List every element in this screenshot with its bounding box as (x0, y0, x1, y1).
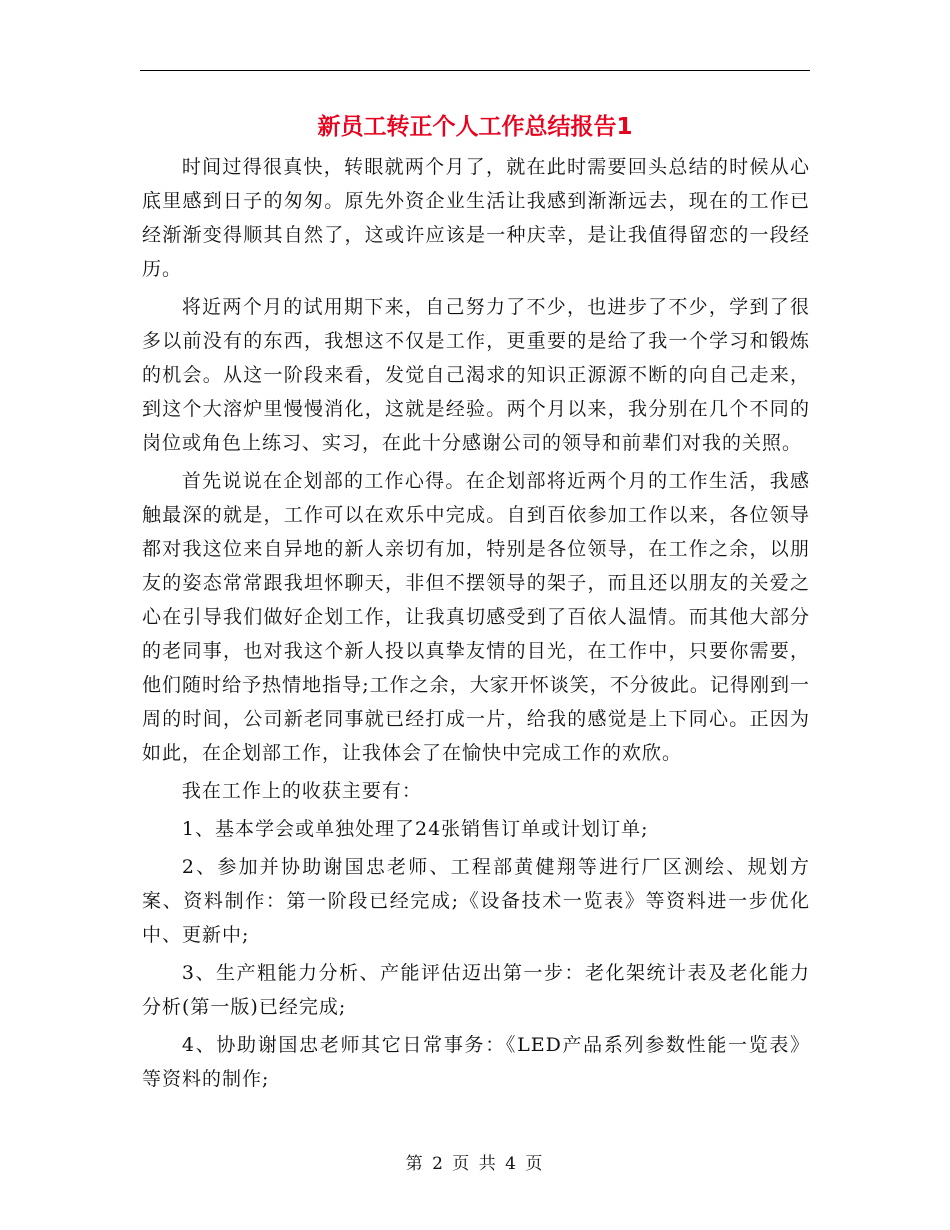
list-item-4: 4、协助谢国忠老师其它日常事务：《LED产品系列参数性能一览表》等资料的制作; (142, 1034, 810, 1090)
list-item-2: 2、参加并协助谢国忠老师、工程部黄健翔等进行厂区测绘、规划方案、资料制作：第一阶段已经完成;《设备技术一览表》等资料进一步优化中、更新中; (142, 856, 810, 946)
list-item-3: 3、生产粗能力分析、产能评估迈出第一步：老化架统计表及老化能力分析(第一版)已经完成; (142, 962, 810, 1018)
paragraph-intro: 时间过得很真快，转眼就两个月了，就在此时需要回头总结的时候从心底里感到日子的匆匆。原先外资企业生活让我感到渐渐远去，现在的工作已经渐渐变得顺其自然了，这或许应该是一种庆幸，是让我值得留恋的一段经历。 (142, 156, 810, 280)
paragraph-probation: 将近两个月的试用期下来，自己努力了不少，也进步了不少，学到了很多以前没有的东西，我想这不仅是工作，更重要的是给了我一个学习和锻炼的机会。从这一阶段来看，发觉自己渴求的知识正源源不断的向自己走来，到这个大溶炉里慢慢消化，这就是经验。两个月以来，我分别在几个不同的岗位或角色上练习、实习，在此十分感谢公司的领导和前辈们对我的关照。 (142, 296, 810, 454)
list-item-1: 1、基本学会或单独处理了24张销售订单或计划订单; (181, 818, 649, 840)
document-title: 新员工转正个人工作总结报告1 (317, 114, 633, 140)
page-footer: 第 2 页 共 4 页 (405, 1154, 545, 1174)
paragraph-gains-heading: 我在工作上的收获主要有： (181, 780, 422, 802)
header-rule (140, 70, 810, 71)
document-body (142, 150, 810, 1100)
paragraph-planning-dept: 首先说说在企划部的工作心得。在企划部将近两个月的工作生活，我感触最深的就是，工作可以在欢乐中完成。自到百依参加工作以来，各位领导都对我这位来自异地的新人亲切有加，特别是各位领导，在工作之余，以朋友的姿态常常跟我坦怀聊天，非但不摆领导的架子，而且还以朋友的关爱之心在引导我们做好企划工作，让我真切感受到了百依人温情。而其他大部分的老同事，也对我这个新人投以真挚友情的目光，在工作中，只要你需要，他们随时给予热情地指导;工作之余，大家开怀谈笑，不分彼此。记得刚到一周的时间，公司新老同事就已经打成一片，给我的感觉是上下同心。正因为如此，在企划部工作，让我体会了在愉快中完成工作的欢欣。 (142, 470, 810, 764)
